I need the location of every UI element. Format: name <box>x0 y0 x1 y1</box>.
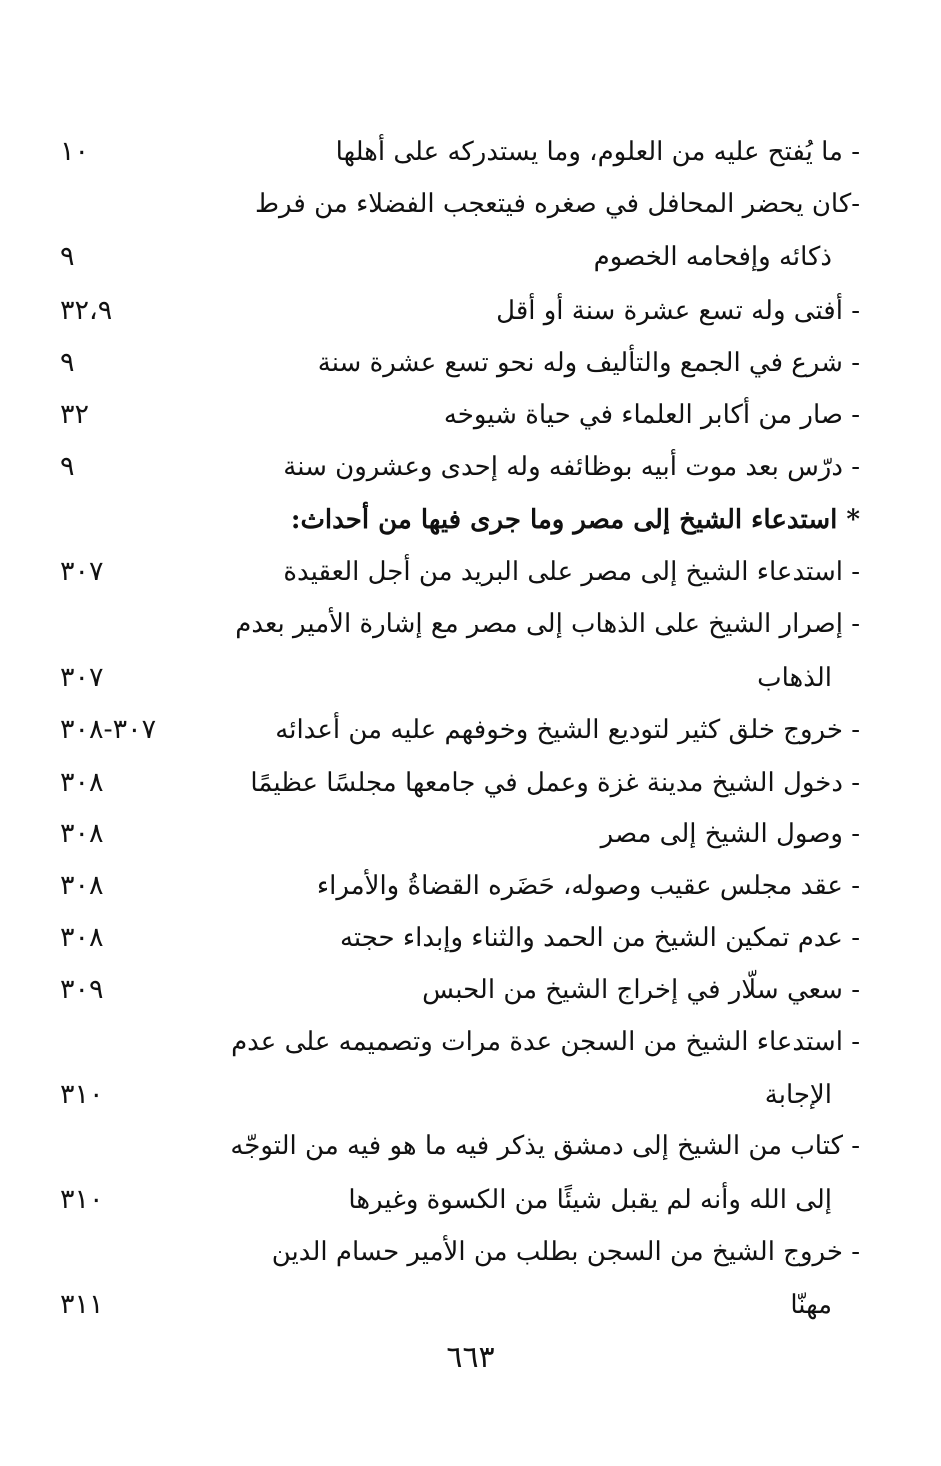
entry-page-ref: ٣٠٨ <box>60 818 104 849</box>
index-entry-continuation <box>60 1279 860 1331</box>
index-entry-continuation <box>60 1069 860 1121</box>
index-entry-continuation <box>60 231 860 283</box>
entry-text: الإجابة <box>764 1080 832 1110</box>
index-entry-continuation <box>60 652 860 704</box>
entry-text: - صار من أكابر العلماء في حياة شيوخه <box>443 400 860 430</box>
entry-page-ref: ٣٠٨ <box>60 870 104 901</box>
entry-text: - أفتى وله تسع عشرة سنة أو أقل <box>496 296 860 326</box>
index-entry <box>60 757 860 809</box>
entry-page-ref: ٣٠٧-٣٠٨ <box>60 714 157 745</box>
entry-text: - إصرار الشيخ على الذهاب إلى مصر مع إشارة الأمير بعدم <box>235 609 860 639</box>
index-entry <box>60 126 860 178</box>
index-entry <box>60 337 860 389</box>
entry-page-ref: ٩ <box>60 451 75 482</box>
entry-text: ذكائه وإفحامه الخصوم <box>593 242 832 272</box>
entry-text: - استدعاء الشيخ إلى مصر على البريد من أجل العقيدة <box>283 557 860 587</box>
entry-text: - استدعاء الشيخ من السجن عدة مرات وتصميمه على عدم <box>231 1027 860 1057</box>
index-entry <box>60 912 860 964</box>
entry-page-ref: ٣١٠ <box>60 1184 104 1215</box>
entry-text: - وصول الشيخ إلى مصر <box>600 819 860 849</box>
index-entry <box>60 860 860 912</box>
entry-page-ref: ٣٠٧ <box>60 556 104 587</box>
page-number: ٦٦٣ <box>446 1340 495 1375</box>
entry-text: - عدم تمكين الشيخ من الحمد والثناء وإبداء حجته <box>339 923 860 953</box>
entry-page-ref: ٣٠٧ <box>60 662 104 693</box>
entry-text: - دخول الشيخ مدينة غزة وعمل في جامعها مجلسًا عظيمًا <box>250 768 860 798</box>
entry-text: - درّس بعد موت أبيه بوظائفه وله إحدى وعشرون سنة <box>283 452 860 482</box>
entry-page-ref: ٣٢،٩ <box>60 295 113 326</box>
entry-page-ref: ٣٠٩ <box>60 974 104 1005</box>
entry-page-ref: ٩ <box>60 241 75 272</box>
entry-page-ref: ٣١١ <box>60 1289 104 1320</box>
entry-text: - خروج الشيخ من السجن بطلب من الأمير حسام الدين <box>271 1237 860 1267</box>
entry-text: - كتاب من الشيخ إلى دمشق يذكر فيه ما هو فيه من التوجّه <box>230 1131 860 1161</box>
index-entry <box>60 808 860 860</box>
index-entry-continuation <box>60 1174 860 1226</box>
entry-page-ref: ٩ <box>60 347 75 378</box>
index-entry <box>60 1226 860 1278</box>
index-entry <box>60 1120 860 1172</box>
entry-page-ref: ١٠ <box>60 136 90 167</box>
entry-page-ref: ٣٢ <box>60 399 90 430</box>
index-entry <box>60 389 860 441</box>
entry-text: الذهاب <box>757 663 832 693</box>
index-entry <box>60 178 860 230</box>
entry-page-ref: ٣٠٨ <box>60 767 104 798</box>
index-entry <box>60 704 860 756</box>
entry-text: إلى الله وأنه لم يقبل شيئًا من الكسوة وغيرها <box>348 1185 832 1215</box>
index-entry <box>60 598 860 650</box>
entry-text: -كان يحضر المحافل في صغره فيتعجب الفضلاء من فرط <box>255 189 860 219</box>
section-heading-text: * استدعاء الشيخ إلى مصر وما جرى فيها من أحداث: <box>290 505 860 535</box>
index-entry <box>60 441 860 493</box>
section-heading <box>60 494 860 546</box>
index-entry <box>60 1016 860 1068</box>
index-entry <box>60 546 860 598</box>
entry-page-ref: ٣١٠ <box>60 1079 104 1110</box>
index-entry <box>60 964 860 1016</box>
entry-text: - خروج خلق كثير لتوديع الشيخ وخوفهم عليه من أعدائه <box>275 715 860 745</box>
index-entry <box>60 285 860 337</box>
entry-text: - ما يُفتح عليه من العلوم، وما يستدركه على أهلها <box>335 137 860 167</box>
entry-text: مهنّا <box>790 1290 832 1320</box>
entry-text: - سعي سلّار في إخراج الشيخ من الحبس <box>422 975 860 1005</box>
entry-text: - عقد مجلس عقيب وصوله، حَضَره القضاةُ والأمراء <box>316 871 860 901</box>
entry-page-ref: ٣٠٨ <box>60 922 104 953</box>
entry-text: - شرع في الجمع والتأليف وله نحو تسع عشرة سنة <box>317 348 860 378</box>
